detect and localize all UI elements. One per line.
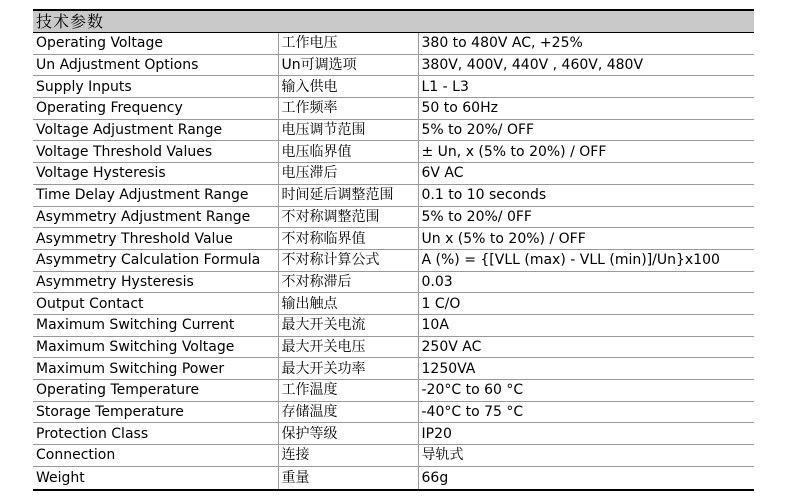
param-name-cn: Un可调选项 [278, 54, 418, 76]
param-name-en: Time Delay Adjustment Range [33, 184, 278, 206]
table-row [33, 314, 754, 336]
table-row [33, 358, 754, 380]
param-name-en: Operating Voltage [33, 33, 278, 54]
param-name-en: Asymmetry Calculation Formula [33, 249, 278, 271]
param-value: 10A [418, 314, 754, 336]
param-name-en: Voltage Threshold Values [33, 141, 278, 163]
param-name-en: Voltage Adjustment Range [33, 119, 278, 141]
param-name-cn: 工作频率 [278, 98, 418, 120]
param-name-en: Un Adjustment Options [33, 54, 278, 76]
table-row [33, 466, 754, 490]
param-name-cn: 不对称临界值 [278, 228, 418, 250]
param-name-cn: 时间延后调整范围 [278, 184, 418, 206]
param-name-cn: 工作电压 [278, 33, 418, 54]
spec-table-body [33, 33, 754, 490]
param-name-cn: 保护等级 [278, 423, 418, 445]
param-name-cn: 不对称计算公式 [278, 249, 418, 271]
param-name-cn: 不对称滞后 [278, 271, 418, 293]
param-value: 5% to 20%/ OFF [418, 119, 754, 141]
param-value: A (%) = {[VLL (max) - VLL (min)]/Un}x100 [418, 249, 754, 271]
param-value: 380 to 480V AC, +25% [418, 33, 754, 54]
param-value: 66g [418, 466, 754, 490]
param-name-cn: 电压调节范围 [278, 119, 418, 141]
param-name-en: Output Contact [33, 293, 278, 315]
param-name-en: Protection Class [33, 423, 278, 445]
param-value: 380V, 400V, 440V , 460V, 480V [418, 54, 754, 76]
param-name-en: Operating Temperature [33, 380, 278, 402]
table-row [33, 336, 754, 358]
param-value: 0.03 [418, 271, 754, 293]
param-name-en: Maximum Switching Power [33, 358, 278, 380]
param-name-cn: 输出触点 [278, 293, 418, 315]
table-row [33, 54, 754, 76]
param-value: 250V AC [418, 336, 754, 358]
param-name-cn: 连接 [278, 445, 418, 467]
param-name-en: Connection [33, 445, 278, 467]
table-row [33, 401, 754, 423]
param-name-en: Voltage Hysteresis [33, 163, 278, 185]
param-name-cn: 工作温度 [278, 380, 418, 402]
param-name-cn: 重量 [278, 466, 418, 490]
param-value: ± Un, x (5% to 20%) / OFF [418, 141, 754, 163]
param-value: IP20 [418, 423, 754, 445]
param-name-en: Maximum Switching Current [33, 314, 278, 336]
param-name-cn: 最大开关电流 [278, 314, 418, 336]
table-row [33, 228, 754, 250]
param-value: 1250VA [418, 358, 754, 380]
table-row [33, 76, 754, 98]
param-name-cn: 最大开关电压 [278, 336, 418, 358]
table-row [33, 423, 754, 445]
param-name-cn: 不对称调整范围 [278, 206, 418, 228]
param-name-cn: 电压临界值 [278, 141, 418, 163]
param-value: -40°C to 75 °C [418, 401, 754, 423]
table-row [33, 445, 754, 467]
param-name-en: Supply Inputs [33, 76, 278, 98]
param-name-cn: 存储温度 [278, 401, 418, 423]
table-row [33, 293, 754, 315]
table-row [33, 119, 754, 141]
table-row [33, 33, 754, 54]
param-name-cn: 输入供电 [278, 76, 418, 98]
table-row [33, 249, 754, 271]
param-value: 5% to 20%/ 0FF [418, 206, 754, 228]
param-name-en: Operating Frequency [33, 98, 278, 120]
param-name-en: Asymmetry Adjustment Range [33, 206, 278, 228]
table-row [33, 141, 754, 163]
param-name-en: Asymmetry Threshold Value [33, 228, 278, 250]
param-value: 50 to 60Hz [418, 98, 754, 120]
param-name-cn: 最大开关功率 [278, 358, 418, 380]
table-row [33, 380, 754, 402]
param-value: 0.1 to 10 seconds [418, 184, 754, 206]
param-value: 导轨式 [418, 445, 754, 467]
param-value: Un x (5% to 20%) / OFF [418, 228, 754, 250]
table-row [33, 206, 754, 228]
param-name-en: Maximum Switching Voltage [33, 336, 278, 358]
table-row [33, 271, 754, 293]
param-value: L1 - L3 [418, 76, 754, 98]
spec-title: 技术参数 [33, 9, 754, 33]
table-row [33, 98, 754, 120]
table-row [33, 163, 754, 185]
spec-table [33, 33, 754, 491]
param-name-en: Storage Temperature [33, 401, 278, 423]
table-row [33, 184, 754, 206]
param-name-cn: 电压滞后 [278, 163, 418, 185]
param-value: -20°C to 60 °C [418, 380, 754, 402]
param-name-en: Asymmetry Hysteresis [33, 271, 278, 293]
param-value: 6V AC [418, 163, 754, 185]
spec-sheet [33, 9, 754, 491]
param-name-en: Weight [33, 466, 278, 490]
param-value: 1 C/O [418, 293, 754, 315]
